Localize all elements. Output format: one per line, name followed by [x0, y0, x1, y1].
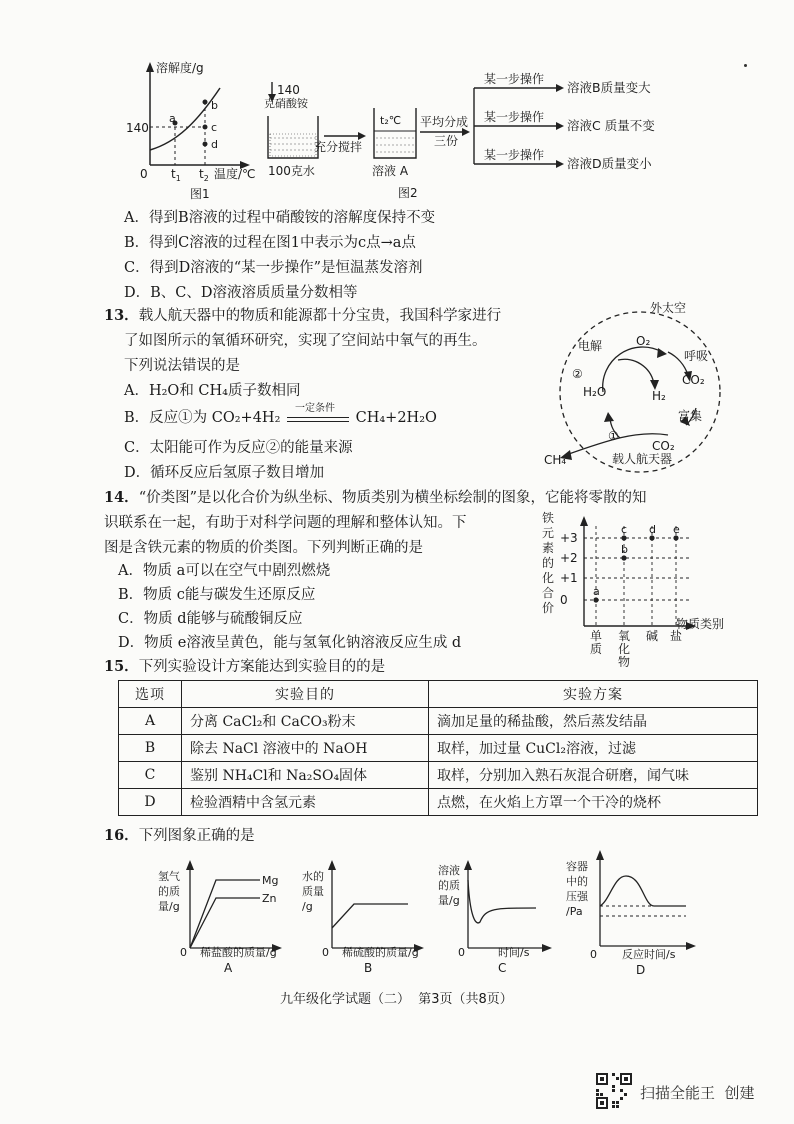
q14-point-label: c: [621, 523, 628, 536]
table-header: 实验目的: [182, 681, 429, 708]
q12-option-c: C．得到D溶液的“某一步操作”是恒温蒸发溶剂: [124, 260, 423, 276]
q13-option-d: D．循环反应后氢原子数目增加: [124, 465, 325, 481]
q14-xcat-char: 氧: [618, 629, 631, 643]
q16-stem: 16．下列图象正确的是: [104, 827, 255, 844]
graph-b-label: B: [364, 961, 373, 975]
fig1-point-d: d: [211, 138, 218, 151]
q14-xcat-char: 碱: [646, 629, 659, 643]
fig1-xlabel: 温度/℃: [214, 167, 256, 181]
table-row: [119, 735, 758, 762]
table-row: [119, 708, 758, 735]
q13-stem-line-2: 了如图所示的氧循环研究，实现了空间站中氧气的再生。: [124, 333, 487, 349]
fig2-op-3: 某一步操作: [484, 148, 545, 162]
diagram-outer-space: 外太空: [650, 301, 687, 315]
graph-a-label: A: [224, 961, 233, 975]
q13-oxygen-cycle-diagram: [544, 300, 728, 475]
fig2-split2: 三份: [434, 134, 459, 148]
q14-ylabel-char: 素: [542, 541, 555, 555]
q14-point-label: b: [621, 543, 628, 556]
graph-d-ylabel-4: /Pa: [566, 905, 583, 918]
fig1-t1: $t_1$: [171, 167, 181, 183]
q14-option-a: A．物质 a可以在空气中剧烈燃烧: [118, 563, 331, 579]
graph-c-origin: 0: [458, 946, 465, 959]
graph-b-ylabel-2: 质量: [302, 885, 324, 898]
q13-option-b: B．反应①为 CO₂+4H₂ 一定条件 CH₄+2H₂O: [124, 408, 437, 428]
q14-option-b: B．物质 c能与碳发生还原反应: [118, 587, 316, 603]
q14-ytick: 0: [560, 593, 568, 607]
q14-xcat-char: 质: [590, 642, 603, 656]
graph-a-ylabel-1: 氢气: [158, 870, 180, 883]
reaction-condition: 一定条件: [295, 403, 336, 414]
table-row: [119, 789, 758, 816]
fig2-add-name: 克硝酸铵: [264, 97, 308, 110]
diagram-o2: O₂: [636, 334, 651, 348]
graph-c-ylabel-2: 的质: [438, 879, 460, 892]
fig2-result-b: 溶液B质量变大: [567, 80, 651, 95]
fig2-result-d: 溶液D质量变小: [567, 156, 652, 171]
q14-ylabel-char: 元: [542, 526, 555, 540]
table-cell-plan: 滴加足量的稀盐酸，然后蒸发结晶: [429, 708, 758, 735]
q14-ylabel-char: 价: [542, 601, 555, 615]
q14-xcat-char: 物: [618, 655, 631, 669]
table-cell-option: C: [119, 762, 182, 789]
diagram-breathe: 呼吸: [684, 349, 709, 363]
q15-stem: 15．下列实验设计方案能达到实验目的的是: [104, 658, 386, 675]
q14-ytick: +2: [560, 551, 578, 565]
fig2-split: 平均分成: [420, 115, 469, 129]
graph-a-series-mg: Mg: [262, 874, 279, 887]
fig1-point-c: c: [211, 121, 218, 134]
fig1-caption: 图1: [190, 187, 210, 201]
table-cell-plan: 取样，加过量 CuCl₂溶液，过滤: [429, 735, 758, 762]
fig2-stir: 充分搅拌: [314, 140, 363, 154]
q12-option-d: D．B、C、D溶液溶质质量分数相等: [124, 285, 358, 301]
diagram-spacecraft: 载人航天器: [612, 452, 673, 466]
scanner-brand-watermark: 扫描全能王 创建: [640, 1084, 755, 1102]
q14-point-label: d: [649, 523, 656, 536]
graph-c-ylabel-1: 溶液: [438, 864, 460, 877]
q14-ytick: +3: [560, 531, 578, 545]
fig2-add-mass: 140: [277, 83, 300, 97]
fig2-solution-a: 溶液 A: [372, 164, 409, 178]
q13-number: 13．: [104, 307, 139, 324]
q14-point: [621, 535, 626, 540]
graph-d-ylabel-1: 容器: [566, 860, 588, 873]
graph-c-ylabel-3: 量/g: [438, 894, 460, 907]
q13-stem-line-3: 下列说法错误的是: [124, 358, 240, 374]
q14-xlabel: 物质类别: [676, 617, 725, 631]
q15-experiment-table: [118, 680, 758, 816]
q14-stem-line-3: 图是含铁元素的物质的价类图。下列判断正确的是: [104, 540, 423, 556]
q14-point: [673, 535, 678, 540]
q16-graph-d: [566, 850, 726, 980]
graph-c-label: C: [498, 961, 507, 975]
q14-point: [649, 535, 654, 540]
graph-b-ylabel-3: /g: [302, 900, 313, 913]
fig2-op-1: 某一步操作: [484, 72, 545, 86]
q14-xcat-char: 化: [618, 642, 631, 656]
q16-number: 16．: [104, 827, 139, 844]
q14-xcat-char: 盐: [670, 629, 683, 643]
figure-2-process-diagram: [262, 58, 712, 198]
fig2-result-c: 溶液C 质量不变: [567, 118, 655, 133]
table-cell-plan: 取样，分别加入熟石灰混合研磨，闻气味: [429, 762, 758, 789]
fig2-op-2: 某一步操作: [484, 110, 545, 124]
q14-ylabel-char: 的: [542, 556, 555, 570]
graph-a-ylabel-2: 的质: [158, 885, 180, 898]
q16-graph-b: [300, 860, 440, 980]
graph-d-xlabel: 反应时间/s: [622, 948, 676, 961]
table-header-row: [119, 681, 758, 708]
q12-option-a: A．得到B溶液的过程中硝酸铵的溶解度保持不变: [124, 210, 436, 226]
q13-stem-line-1: 13．载人航天器中的物质和能源都十分宝贵，我国科学家进行: [104, 307, 502, 324]
fig2-water: 100克水: [268, 164, 315, 178]
fig1-y140: 140: [126, 121, 149, 135]
q14-ylabel-char: 化: [542, 571, 555, 585]
q15-number: 15．: [104, 658, 139, 675]
figure-1-solubility-graph: [122, 60, 256, 200]
graph-b-origin: 0: [322, 946, 329, 959]
q13-option-c: C．太阳能可作为反应②的能量来源: [124, 440, 353, 456]
graph-b-xlabel: 稀硫酸的质量/g: [342, 946, 419, 959]
q14-point: [593, 597, 598, 602]
table-cell-purpose: 除去 NaCl 溶液中的 NaOH: [182, 735, 429, 762]
q14-point: [621, 555, 626, 560]
graph-a-series-zn: Zn: [262, 892, 277, 905]
graph-a-ylabel-3: 量/g: [158, 900, 180, 913]
fig1-point-a: a: [169, 112, 176, 125]
q14-point-label: e: [673, 523, 680, 536]
fig2-beaker-temp: t₂℃: [380, 114, 402, 127]
table-header: 实验方案: [429, 681, 758, 708]
diagram-reaction-1: ①: [608, 429, 619, 443]
q16-graph-a: [158, 860, 298, 980]
q14-number: 14．: [104, 489, 139, 506]
table-cell-option: A: [119, 708, 182, 735]
graph-d-label: D: [636, 963, 646, 977]
graph-b-ylabel-1: 水的: [302, 870, 324, 883]
q13-option-a: A．H₂O和 CH₄质子数相同: [124, 383, 301, 399]
q14-stem-line-2: 识联系在一起，有助于对科学问题的理解和整体认知。下: [104, 515, 467, 531]
table-header: 选项: [119, 681, 182, 708]
graph-a-xlabel: 稀盐酸的质量/g: [200, 946, 277, 959]
q14-valence-category-chart: [540, 510, 750, 669]
diagram-co2-bottom: CO₂: [652, 439, 675, 453]
table-cell-option: B: [119, 735, 182, 762]
diagram-co2-top: CO₂: [682, 373, 705, 387]
diagram-electrolysis: 电解: [578, 339, 603, 353]
q14-xcat-char: 单: [590, 629, 603, 643]
fig1-ylabel: 溶解度/g: [156, 61, 204, 75]
diagram-ch4: CH₄: [544, 453, 567, 467]
fig2-caption: 图2: [398, 186, 418, 200]
q14-ylabel-char: 合: [542, 586, 555, 600]
scan-speck: [744, 64, 747, 67]
fig1-t2: $t_2$: [199, 167, 209, 183]
table-cell-purpose: 检验酒精中含氢元素: [182, 789, 429, 816]
diagram-h2: H₂: [652, 389, 666, 403]
graph-d-ylabel-3: 压强: [566, 890, 588, 903]
q16-graph-c: [436, 860, 566, 980]
q14-point-label: a: [593, 585, 600, 598]
q14-option-c: C．物质 d能够与硫酸铜反应: [118, 611, 303, 627]
graph-d-origin: 0: [590, 948, 597, 961]
q14-option-d: D．物质 e溶液呈黄色，能与氢氧化钠溶液反应生成 d: [118, 635, 462, 651]
qr-code-icon: [596, 1073, 632, 1109]
table-cell-option: D: [119, 789, 182, 816]
fig1-point-b: b: [211, 99, 218, 112]
table-row: [119, 762, 758, 789]
q14-ytick: +1: [560, 571, 578, 585]
table-cell-purpose: 鉴别 NH₄Cl和 Na₂SO₄固体: [182, 762, 429, 789]
fig1-origin: 0: [140, 167, 148, 181]
q12-option-b: B．得到C溶液的过程在图1中表示为c点→a点: [124, 235, 416, 251]
q14-ylabel-char: 铁: [542, 511, 555, 525]
graph-c-xlabel: 时间/s: [498, 946, 530, 959]
table-cell-plan: 点燃，在火焰上方罩一个干冷的烧杯: [429, 789, 758, 816]
graph-a-origin: 0: [180, 946, 187, 959]
q14-stem-line-1: 14．“价类图”是以化合价为纵坐标、物质类别为横坐标绘制的图象，它能将零散的知: [104, 489, 647, 506]
table-cell-purpose: 分离 CaCl₂和 CaCO₃粉末: [182, 708, 429, 735]
diagram-enrich: 富集: [678, 409, 703, 423]
page-footer: 九年级化学试题（二） 第3页（共8页）: [280, 992, 513, 1007]
diagram-h2o: H₂O: [583, 385, 607, 399]
diagram-reaction-2: ②: [572, 367, 583, 381]
graph-d-ylabel-2: 中的: [566, 875, 588, 888]
